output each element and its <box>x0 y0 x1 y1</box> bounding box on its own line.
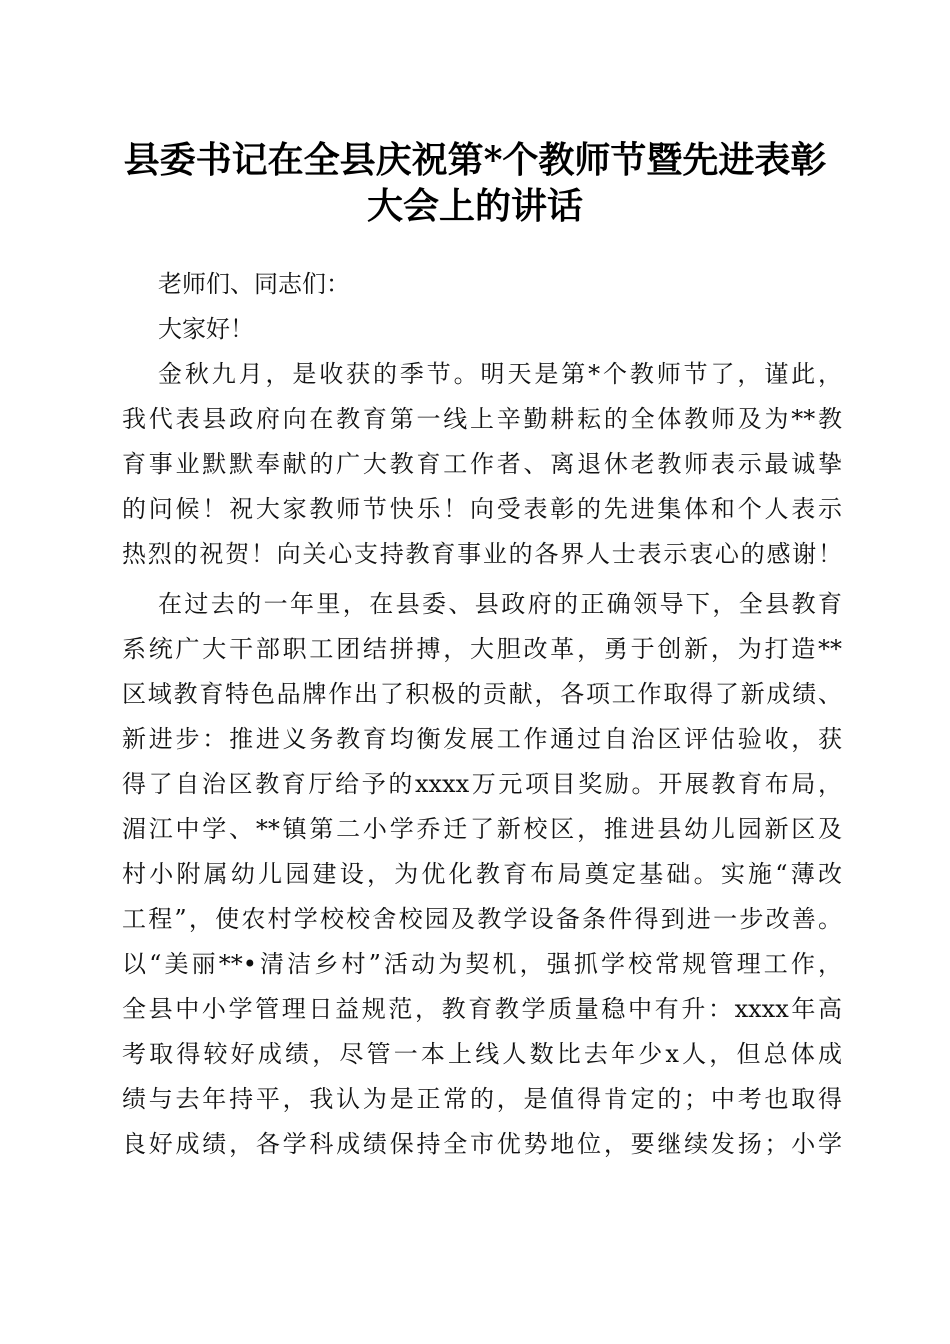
document-title-line-1: 县委书记在全县庆祝第*个教师节暨先进表彰 <box>123 139 827 181</box>
paragraph-line: 绩与去年持平，我认为是正常的，是值得肯定的；中考也取得 <box>122 1085 842 1113</box>
paragraph-line: 得了自治区教育厅给予的xxxx万元项目奖励。开展教育布局， <box>122 770 842 798</box>
paragraph-line: 金秋九月，是收获的季节。明天是第*个教师节了，谨此， <box>158 360 842 388</box>
paragraph-line: 考取得较好成绩，尽管一本上线人数比去年少x人，但总体成 <box>122 1040 842 1068</box>
greeting: 大家好！ <box>158 315 254 343</box>
paragraph-line: 在过去的一年里，在县委、县政府的正确领导下，全县教育 <box>158 590 842 618</box>
salutation: 老师们、同志们： <box>158 270 350 298</box>
paragraph-line: 我代表县政府向在教育第一线上辛勤耕耘的全体教师及为**教 <box>122 405 842 433</box>
paragraph-line: 系统广大干部职工团结拼搏，大胆改革，勇于创新，为打造** <box>122 635 842 663</box>
paragraph-line: 新进步：推进义务教育均衡发展工作通过自治区评估验收，获 <box>122 725 842 753</box>
document-title-line-2: 大会上的讲话 <box>366 185 583 227</box>
paragraph-line: 良好成绩，各学科成绩保持全市优势地位，要继续发扬；小学 <box>122 1130 842 1158</box>
paragraph-line: 工程”，使农村学校校舍校园及教学设备条件得到进一步改善。 <box>122 905 842 933</box>
paragraph-line: 以“美丽**•清洁乡村”活动为契机，强抓学校常规管理工作， <box>122 950 842 978</box>
paragraph-line: 育事业默默奉献的广大教育工作者、离退休老教师表示最诚挚 <box>122 450 842 478</box>
paragraph-line: 的问候！祝大家教师节快乐！向受表彰的先进集体和个人表示 <box>122 495 842 523</box>
paragraph-line: 区域教育特色品牌作出了积极的贡献，各项工作取得了新成绩、 <box>122 680 842 708</box>
paragraph-line: 村小附属幼儿园建设，为优化教育布局奠定基础。实施“薄改 <box>122 860 842 888</box>
paragraph-line: 全县中小学管理日益规范，教育教学质量稳中有升：xxxx年高 <box>122 995 842 1023</box>
paragraph-line: 热烈的祝贺！向关心支持教育事业的各界人士表示衷心的感谢！ <box>122 540 842 568</box>
paragraph-line: 湄江中学、**镇第二小学乔迁了新校区，推进县幼儿园新区及 <box>122 815 842 843</box>
